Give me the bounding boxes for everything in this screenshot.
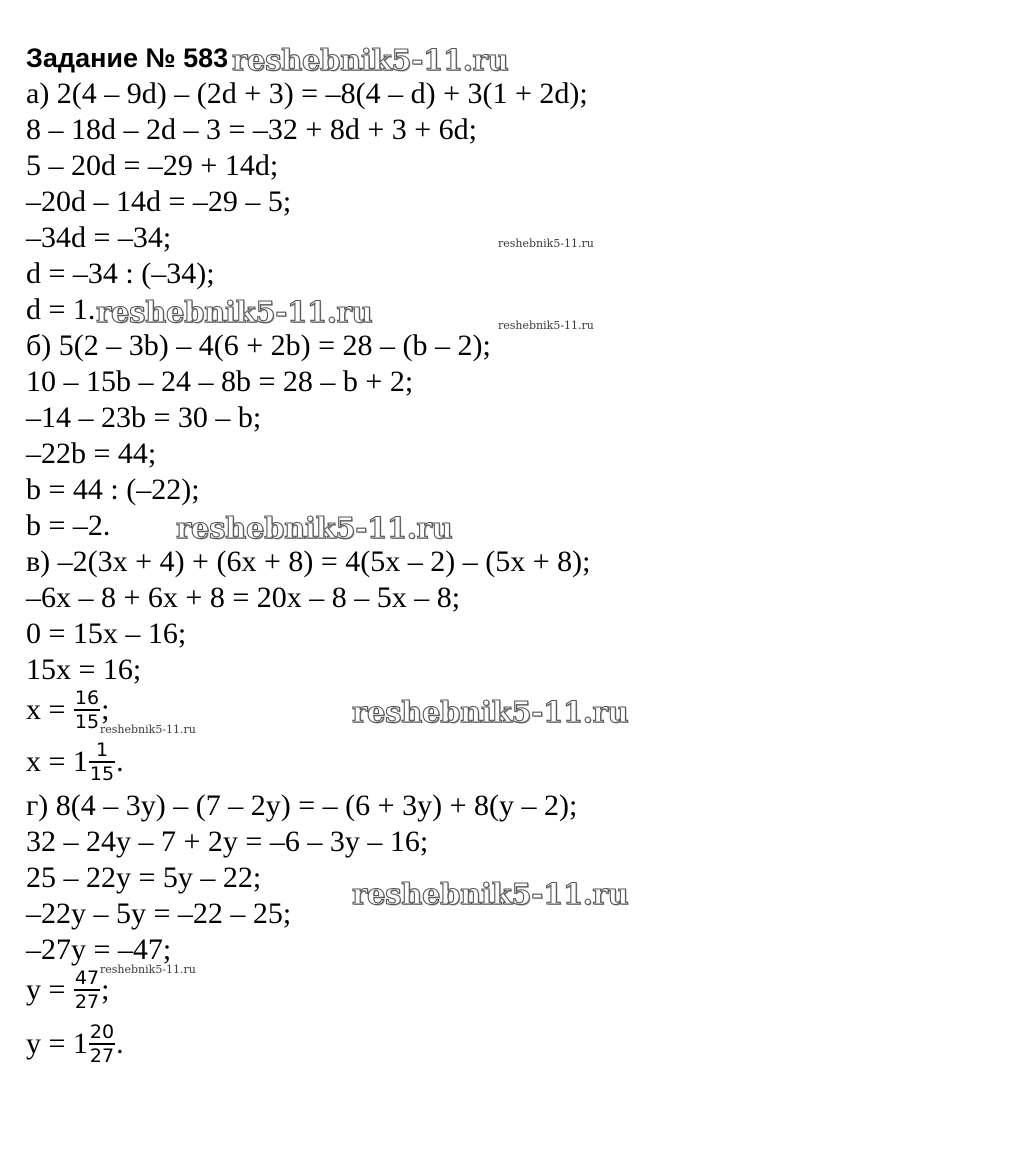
page-title: Задание № 583: [26, 43, 229, 73]
part-g-step: –27y = –47;: [26, 933, 172, 966]
fraction-denominator: 15: [89, 763, 115, 785]
fraction-denominator: 27: [89, 1045, 115, 1067]
fraction-prefix: x =: [26, 692, 73, 726]
watermark: reshebnik5-11.ru: [352, 695, 629, 729]
watermark: reshebnik5-11.ru: [96, 295, 373, 329]
part-a-step: –20d – 14d = –29 – 5;: [26, 185, 292, 218]
watermark-small: reshebnik5-11.ru: [100, 723, 196, 736]
fraction-denominator: 15: [74, 711, 100, 733]
fraction-suffix: .: [116, 744, 124, 778]
fraction-numerator: 16: [74, 687, 100, 709]
part-a-answer: d = 1.: [26, 293, 96, 326]
part-a-step: d = –34 : (–34);: [26, 257, 215, 290]
mixed-number-prefix: y = 1: [26, 1026, 88, 1060]
part-a-step: 8 – 18d – 2d – 3 = –32 + 8d + 3 + 6d;: [26, 113, 478, 146]
fraction-prefix: y =: [26, 972, 73, 1006]
part-b-step: –14 – 23b = 30 – b;: [26, 401, 262, 434]
watermark: reshebnik5-11.ru: [232, 43, 509, 77]
part-v-step: 15x = 16;: [26, 653, 142, 686]
fraction-numerator: 47: [74, 967, 100, 989]
fraction-numerator: 20: [89, 1021, 115, 1043]
part-a-step: –34d = –34;: [26, 221, 172, 254]
part-v-equation: в) –2(3x + 4) + (6x + 8) = 4(5x – 2) – (5x + 8);: [26, 545, 591, 578]
fraction-suffix: ;: [101, 972, 110, 1006]
part-g-equation: г) 8(4 – 3y) – (7 – 2y) = – (6 + 3y) + 8(y – 2);: [26, 789, 578, 822]
fraction: [89, 1022, 115, 1066]
watermark: reshebnik5-11.ru: [352, 877, 629, 911]
part-b-equation: б) 5(2 – 3b) – 4(6 + 2b) = 28 – (b – 2);: [26, 329, 491, 362]
fraction-numerator: 1: [89, 740, 115, 763]
fraction-denominator: 27: [74, 991, 100, 1013]
part-v-fraction-step: [26, 687, 110, 734]
part-b-step: –22b = 44;: [26, 437, 157, 470]
watermark-small: reshebnik5-11.ru: [498, 237, 594, 250]
part-a-step: 5 – 20d = –29 + 14d;: [26, 149, 279, 182]
part-g-answer: [26, 1021, 124, 1068]
fraction: [89, 740, 115, 784]
fraction-suffix: ;: [101, 692, 110, 726]
part-g-fraction-step: [26, 967, 110, 1014]
part-b-step: b = 44 : (–22);: [26, 473, 200, 506]
watermark-small: reshebnik5-11.ru: [100, 963, 196, 976]
part-v-step: –6x – 8 + 6x + 8 = 20x – 8 – 5x – 8;: [26, 581, 461, 614]
mixed-number-prefix: x = 1: [26, 744, 88, 778]
fraction: [74, 968, 100, 1012]
watermark: reshebnik5-11.ru: [176, 511, 453, 545]
part-g-step: –22y – 5y = –22 – 25;: [26, 897, 292, 930]
part-b-step: 10 – 15b – 24 – 8b = 28 – b + 2;: [26, 365, 414, 398]
part-a-equation: а) 2(4 – 9d) – (2d + 3) = –8(4 – d) + 3(1 + 2d);: [26, 77, 588, 110]
part-g-step: 25 – 22y = 5y – 22;: [26, 861, 262, 894]
fraction: [74, 688, 100, 732]
part-v-answer: [26, 739, 124, 786]
part-b-answer: b = –2.: [26, 509, 111, 542]
watermark-small: reshebnik5-11.ru: [498, 319, 594, 332]
part-v-step: 0 = 15x – 16;: [26, 617, 187, 650]
part-g-step: 32 – 24y – 7 + 2y = –6 – 3y – 16;: [26, 825, 429, 858]
fraction-suffix: .: [116, 1026, 124, 1060]
